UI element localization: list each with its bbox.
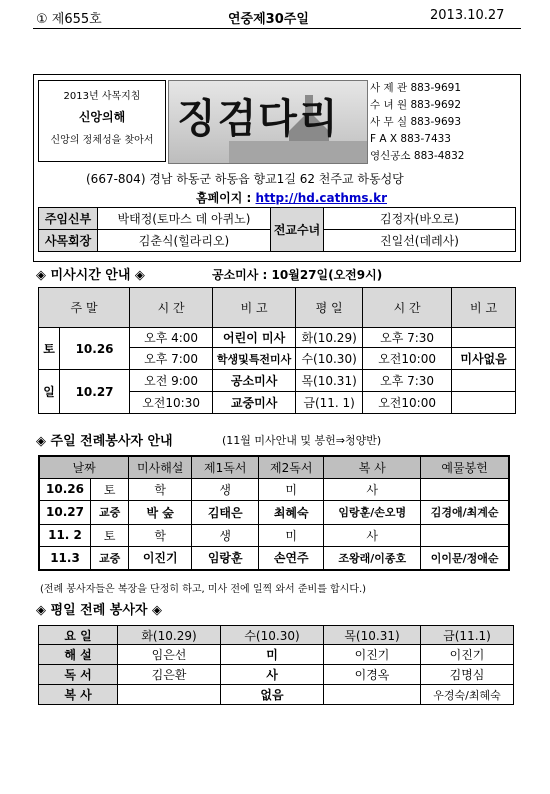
weekday-date: 수(10.30) xyxy=(296,348,363,370)
weekday-head-tue: 화(10.29) xyxy=(118,626,221,645)
row-offering: 김경애/최계순 xyxy=(421,500,509,524)
row-day: 교중 xyxy=(91,546,129,570)
mass-header-note: 비 고 xyxy=(213,288,296,328)
weekday-head-fri: 금(11.1) xyxy=(421,626,514,645)
weekday-servers-table xyxy=(38,625,514,705)
saturday-label: 토 xyxy=(39,328,60,370)
bulletin-banner xyxy=(168,80,368,164)
row-value: 없음 xyxy=(221,685,324,705)
row-role: 독 서 xyxy=(39,665,118,685)
weekday-head-label: 요 일 xyxy=(39,626,118,645)
top-rule xyxy=(33,28,521,29)
weekday-row xyxy=(39,665,514,685)
council-label: 사목회장 xyxy=(39,230,98,252)
sunday-header-reading1: 제1독서 xyxy=(192,456,259,478)
sunday-label: 일 xyxy=(39,370,60,414)
sunday-servers-title: ◈ 주일 전례봉사자 안내 xyxy=(36,434,173,449)
row-reading1: 김태은 xyxy=(192,500,259,524)
row-offering xyxy=(421,478,509,500)
row-reading2: 손연주 xyxy=(259,546,324,570)
row-commentary: 이진기 xyxy=(129,546,192,570)
row-altar: 임랑훈/손오명 xyxy=(324,500,421,524)
weekday-date: 목(10.31) xyxy=(296,370,363,392)
sister-name-1: 김정자(바오로) xyxy=(324,208,516,230)
mass-row xyxy=(39,328,516,348)
mass-times-table xyxy=(38,287,516,414)
sunday-header-commentary: 미사해설 xyxy=(129,456,192,478)
weekday-time: 오전10:00 xyxy=(363,392,452,414)
row-date: 11. 2 xyxy=(39,524,91,546)
row-value xyxy=(118,685,221,705)
mass-header-time: 시 간 xyxy=(130,288,213,328)
mass-time: 오후 7:00 xyxy=(130,348,213,370)
row-altar: 사 xyxy=(324,478,421,500)
weekday-head-wed: 수(10.30) xyxy=(221,626,324,645)
weekday-note xyxy=(452,328,516,348)
sunday-row xyxy=(39,524,509,546)
weekday-row xyxy=(39,685,514,705)
row-reading2: 미 xyxy=(259,524,324,546)
row-value: 김명심 xyxy=(421,665,514,685)
row-date: 10.27 xyxy=(39,500,91,524)
row-commentary: 박 숲 xyxy=(129,500,192,524)
mass-time: 오전 9:00 xyxy=(130,370,213,392)
homepage-label: 홈페이지 : xyxy=(196,191,256,205)
parish-address: (667-804) 경남 하동군 하동읍 향교1길 62 천주교 하동성당 xyxy=(86,172,404,186)
weekday-servers-title: ◈ 평일 전례 봉사자 ◈ xyxy=(36,603,163,618)
row-value: 이진기 xyxy=(421,645,514,665)
contact-convent: 수 녀 원 883-9692 xyxy=(370,99,461,111)
row-commentary: 학 xyxy=(129,524,192,546)
weekday-date: 화(10.29) xyxy=(296,328,363,348)
contact-mission: 영신공소 883-4832 xyxy=(370,150,465,162)
sunday-servers-table xyxy=(38,455,510,571)
homepage-link[interactable]: http://hd.cathms.kr xyxy=(255,191,387,205)
mass-note: 교중미사 xyxy=(213,392,296,414)
row-altar: 사 xyxy=(324,524,421,546)
mass-time: 오전10:30 xyxy=(130,392,213,414)
saturday-date: 10.26 xyxy=(60,328,130,370)
row-commentary: 학 xyxy=(129,478,192,500)
contact-list xyxy=(370,80,518,165)
mass-note: 공소미사 xyxy=(213,370,296,392)
weekday-note xyxy=(452,392,516,414)
bulletin-title: 징검다리 xyxy=(177,95,340,142)
priest-name: 박태정(토마스 데 아퀴노) xyxy=(98,208,271,230)
weekday-time: 오후 7:30 xyxy=(363,370,452,392)
sunday-header-offering: 예물봉헌 xyxy=(421,456,509,478)
row-reading1: 생 xyxy=(192,478,259,500)
guideline-year: 2013년 사목지침 xyxy=(63,91,141,102)
row-day: 교중 xyxy=(91,500,129,524)
row-reading2: 미 xyxy=(259,478,324,500)
row-value xyxy=(324,685,421,705)
mass-note: 어린이 미사 xyxy=(213,328,296,348)
row-offering xyxy=(421,524,509,546)
sister-name-2: 진일선(데레사) xyxy=(324,230,516,252)
sunday-row xyxy=(39,546,509,570)
row-reading2: 최혜숙 xyxy=(259,500,324,524)
weekday-head-thu: 목(10.31) xyxy=(324,626,421,645)
weekday-note: 미사없음 xyxy=(452,348,516,370)
mass-note: 학생및특전미사 xyxy=(213,348,296,370)
mass-time: 오후 4:00 xyxy=(130,328,213,348)
contact-office: 사 무 실 883-9693 xyxy=(370,116,461,128)
mission-mass-notice: 공소미사 : 10월27일(오전9시) xyxy=(212,268,383,282)
mass-header-weekday-note: 비 고 xyxy=(452,288,516,328)
row-role: 해 설 xyxy=(39,645,118,665)
sunday-servers-subtitle: (11월 미사안내 및 봉헌⇒청양반) xyxy=(222,434,382,447)
sunday-date: 10.27 xyxy=(60,370,130,414)
mass-header-weekday: 평 일 xyxy=(296,288,363,328)
sunday-header-date: 날짜 xyxy=(39,456,129,478)
mass-section-title: ◈ 미사시간 안내 ◈ xyxy=(36,268,145,283)
issue-number: ① 제655호 xyxy=(36,12,102,27)
weekday-row xyxy=(39,645,514,665)
row-date: 11.3 xyxy=(39,546,91,570)
row-value: 이경옥 xyxy=(324,665,421,685)
row-day: 토 xyxy=(91,478,129,500)
liturgical-sunday: 연중제30주일 xyxy=(228,12,309,27)
row-offering: 이이문/정애순 xyxy=(421,546,509,570)
row-value: 김은환 xyxy=(118,665,221,685)
row-value: 사 xyxy=(221,665,324,685)
sunday-header-altar: 복 사 xyxy=(324,456,421,478)
row-reading1: 임랑훈 xyxy=(192,546,259,570)
sunday-row xyxy=(39,500,509,524)
weekday-time: 오전10:00 xyxy=(363,348,452,370)
pastoral-guideline-box xyxy=(38,80,166,162)
staff-table xyxy=(38,207,516,252)
row-value: 미 xyxy=(221,645,324,665)
row-value: 우경숙/최혜숙 xyxy=(421,685,514,705)
mass-header-weekday-time: 시 간 xyxy=(363,288,452,328)
contact-fax: F A X 883-7433 xyxy=(370,133,451,145)
weekday-note xyxy=(452,370,516,392)
servers-note: (전례 봉사자들은 복장을 단정히 하고, 미사 전에 일찍 와서 준비를 합시다.) xyxy=(40,584,367,595)
contact-rectory: 사 제 관 883-9691 xyxy=(370,82,461,94)
row-value: 이진기 xyxy=(324,645,421,665)
row-day: 토 xyxy=(91,524,129,546)
mass-row xyxy=(39,370,516,392)
sunday-row xyxy=(39,478,509,500)
row-role: 복 사 xyxy=(39,685,118,705)
bulletin-date: 2013.10.27 xyxy=(430,8,505,23)
weekday-time: 오후 7:30 xyxy=(363,328,452,348)
guideline-theme: 신앙의해 xyxy=(78,110,126,124)
mass-header-weekend: 주 말 xyxy=(39,288,130,328)
weekday-date: 금(11. 1) xyxy=(296,392,363,414)
row-value: 임은선 xyxy=(118,645,221,665)
row-altar: 조왕래/이종호 xyxy=(324,546,421,570)
guideline-subtitle: 신앙의 정체성을 찾아서 xyxy=(50,135,154,146)
row-reading1: 생 xyxy=(192,524,259,546)
sunday-header-reading2: 제2독서 xyxy=(259,456,324,478)
homepage-line xyxy=(196,189,387,206)
council-name: 김춘식(힐라리오) xyxy=(98,230,271,252)
priest-label: 주임신부 xyxy=(39,208,98,230)
sister-label: 전교수녀 xyxy=(271,208,324,252)
row-date: 10.26 xyxy=(39,478,91,500)
